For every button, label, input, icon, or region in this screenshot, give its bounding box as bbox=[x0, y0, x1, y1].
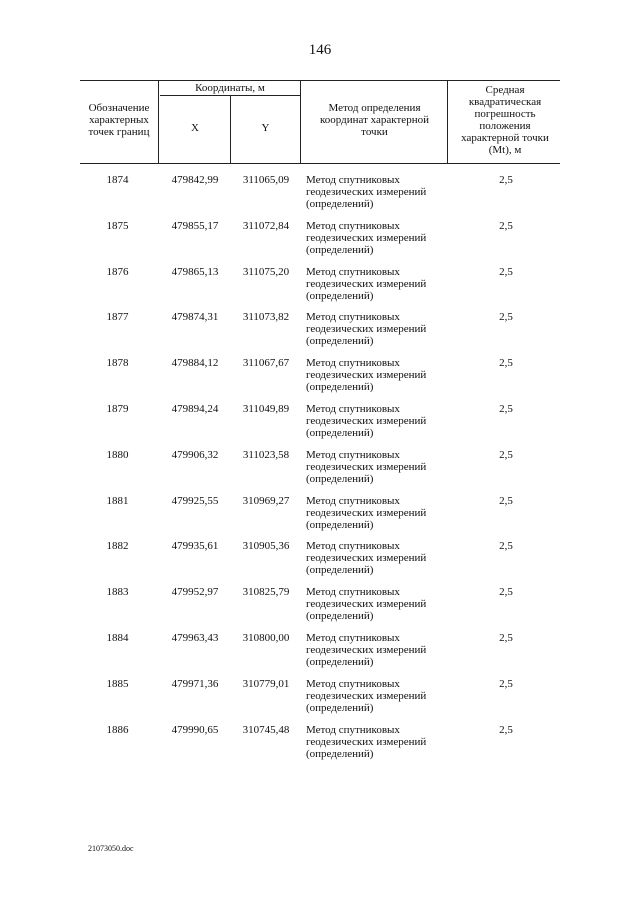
error-value: 2,5 bbox=[499, 677, 513, 690]
table-row bbox=[0, 357, 640, 403]
table-row bbox=[0, 540, 640, 586]
point-id: 1874 bbox=[106, 174, 129, 186]
method-cell: Метод спутниковых геодезических измерений (определений) bbox=[306, 174, 427, 210]
point-id: 1875 bbox=[106, 219, 129, 232]
table-row bbox=[0, 449, 640, 495]
coord-x: 479906,32 bbox=[171, 448, 219, 461]
table-row bbox=[0, 495, 640, 541]
point-id: 1880 bbox=[106, 448, 129, 461]
point-id: 1878 bbox=[106, 357, 129, 370]
error-value: 2,5 bbox=[499, 311, 513, 324]
error-value: 2,5 bbox=[499, 448, 513, 461]
error-value: 2,5 bbox=[499, 494, 513, 507]
point-id: 1881 bbox=[106, 494, 129, 507]
point-id: 1886 bbox=[106, 723, 129, 736]
coord-y: 311067,67 bbox=[242, 357, 290, 370]
coord-y: 310745,48 bbox=[242, 723, 290, 736]
method-cell: Метод спутниковых геодезических измерений (определений) bbox=[306, 357, 427, 394]
table-row bbox=[0, 403, 640, 449]
coord-x: 479935,61 bbox=[171, 540, 219, 553]
method-cell: Метод спутниковых геодезических измерений (определений) bbox=[306, 311, 427, 348]
coord-y: 310800,00 bbox=[242, 631, 290, 644]
coord-y: 310825,79 bbox=[242, 586, 290, 599]
error-value: 2,5 bbox=[499, 265, 513, 278]
coord-x: 479963,43 bbox=[171, 631, 219, 644]
error-value: 2,5 bbox=[499, 586, 513, 599]
coord-x: 479925,55 bbox=[171, 494, 219, 507]
coord-x: 479990,65 bbox=[171, 723, 219, 736]
table-body bbox=[0, 174, 640, 769]
method-cell: Метод спутниковых геодезических измерений (определений) bbox=[306, 494, 427, 531]
error-value: 2,5 bbox=[499, 540, 513, 553]
point-id: 1883 bbox=[106, 586, 129, 599]
method-cell: Метод спутниковых геодезических измерений (определений) bbox=[306, 540, 427, 577]
point-id: 1882 bbox=[106, 540, 129, 553]
coord-x: 479894,24 bbox=[171, 402, 219, 415]
coord-x: 479855,17 bbox=[171, 219, 219, 232]
table-row bbox=[0, 586, 640, 632]
table-row bbox=[0, 632, 640, 678]
coord-y: 311049,89 bbox=[242, 402, 290, 415]
point-id: 1877 bbox=[106, 311, 129, 324]
coord-y: 311075,20 bbox=[242, 265, 290, 278]
table-row bbox=[0, 724, 640, 770]
error-value: 2,5 bbox=[499, 219, 513, 232]
error-value: 2,5 bbox=[499, 723, 513, 736]
coord-y: 311073,82 bbox=[242, 311, 290, 324]
error-value: 2,5 bbox=[499, 357, 513, 370]
point-id: 1876 bbox=[106, 265, 129, 278]
coord-x: 479874,31 bbox=[171, 311, 219, 324]
method-cell: Метод спутниковых геодезических измерений (определений) bbox=[306, 448, 427, 485]
method-cell: Метод спутниковых геодезических измерений (определений) bbox=[306, 402, 427, 439]
header-x: X bbox=[191, 122, 199, 134]
coord-y: 311023,58 bbox=[242, 448, 290, 461]
table-row bbox=[0, 266, 640, 312]
coord-x: 479865,13 bbox=[171, 265, 219, 278]
method-cell: Метод спутниковых геодезических измерений (определений) bbox=[306, 723, 427, 760]
coord-x: 479952,97 bbox=[171, 586, 219, 599]
coord-y: 311072,84 bbox=[242, 219, 290, 232]
coord-x: 479971,36 bbox=[171, 677, 219, 690]
table-row bbox=[0, 678, 640, 724]
page-number: 146 bbox=[308, 42, 332, 58]
method-cell: Метод спутниковых геодезических измерений (определений) bbox=[306, 586, 427, 623]
coord-y: 310905,36 bbox=[242, 540, 290, 553]
header-y: Y bbox=[261, 122, 270, 134]
header-coordinates: Координаты, м bbox=[195, 82, 265, 94]
method-cell: Метод спутниковых геодезических измерений (определений) bbox=[306, 631, 427, 668]
coord-y: 311065,09 bbox=[242, 174, 290, 186]
table-row bbox=[0, 311, 640, 357]
header-divider-3 bbox=[300, 80, 301, 163]
header-divider-1 bbox=[158, 80, 159, 163]
method-cell: Метод спутниковых геодезических измерений (определений) bbox=[306, 677, 427, 714]
coord-x: 479884,12 bbox=[171, 357, 219, 370]
header-top-rule bbox=[80, 80, 560, 81]
error-value: 2,5 bbox=[499, 631, 513, 644]
coord-y: 310969,27 bbox=[242, 494, 290, 507]
error-value: 2,5 bbox=[499, 174, 513, 186]
table-row bbox=[0, 220, 640, 266]
point-id: 1879 bbox=[106, 402, 129, 415]
point-id: 1884 bbox=[106, 631, 129, 644]
coord-x: 479842,99 bbox=[171, 174, 219, 186]
point-id: 1885 bbox=[106, 677, 129, 690]
header-point-designation: Обозначение характерных точек границ bbox=[88, 102, 150, 138]
method-cell: Метод спутниковых геодезических измерений (определений) bbox=[306, 219, 427, 256]
header-mean-square-error: Средная квадратическая погрешность положения характерной точки (Mt), м bbox=[461, 84, 549, 156]
error-value: 2,5 bbox=[499, 402, 513, 415]
header-method: Метод определения координат характерной точки bbox=[320, 102, 429, 138]
method-cell: Метод спутниковых геодезических измерений (определений) bbox=[306, 265, 427, 302]
footer-filename: 21073050.doc bbox=[88, 844, 134, 853]
table-row bbox=[0, 174, 640, 220]
coord-y: 310779,01 bbox=[242, 677, 290, 690]
header-bottom-rule bbox=[80, 163, 560, 164]
